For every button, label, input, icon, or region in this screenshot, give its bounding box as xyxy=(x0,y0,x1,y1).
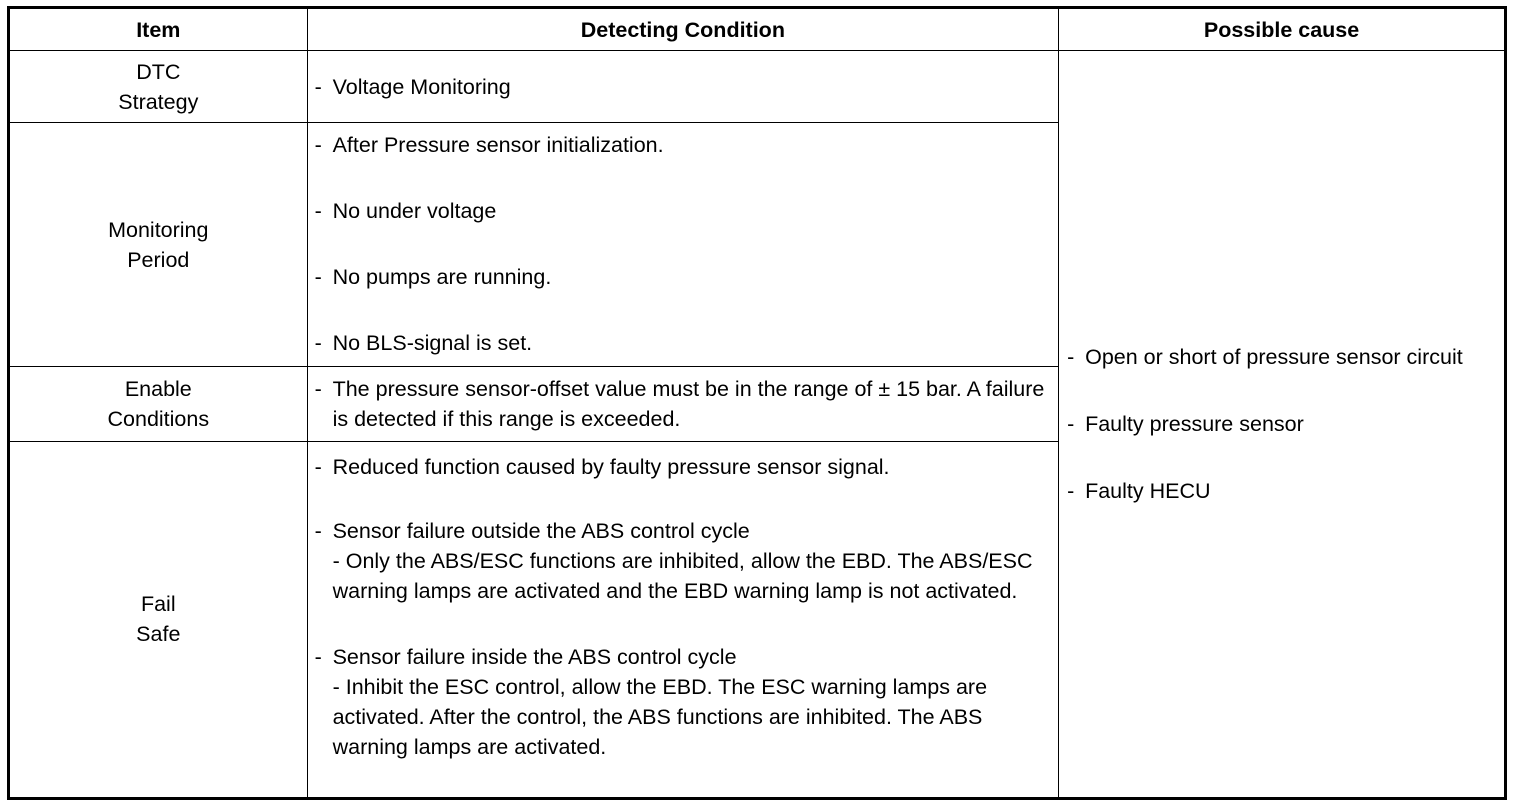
bullet-dash: - xyxy=(314,199,322,224)
bullet-dash: - xyxy=(314,454,322,479)
item-label-line: Safe xyxy=(136,622,181,647)
condition-text xyxy=(333,516,1051,606)
condition-item xyxy=(315,516,1051,606)
table-row-dtc-strategy xyxy=(9,51,1506,123)
cause-text: Faulty HECU xyxy=(1085,479,1211,503)
bullet-dash: - xyxy=(314,518,322,543)
condition-detail-text: - Inhibit the ESC control, allow the EBD. The ESC warning lamps are activated. After the control, the ABS functions are inhibited. The ABS warning lamps are activated. xyxy=(332,674,988,759)
header-possible-cause: Possible cause xyxy=(1059,8,1506,51)
item-label-line: Monitoring xyxy=(108,217,209,242)
condition-item xyxy=(315,374,1051,434)
table-header-row xyxy=(9,8,1506,51)
bullet-dash: - xyxy=(314,74,322,99)
item-label-line: DTC xyxy=(136,59,181,84)
condition-cell-enable-conditions xyxy=(307,367,1059,441)
item-label-line: Fail xyxy=(140,592,176,617)
condition-item xyxy=(315,328,1051,358)
condition-item xyxy=(315,130,1051,160)
header-item: Item xyxy=(9,8,308,51)
item-label-line: Period xyxy=(127,247,190,272)
item-label-line: Conditions xyxy=(107,406,210,431)
bullet-dash: - xyxy=(1067,345,1075,369)
condition-item xyxy=(315,262,1051,292)
header-detecting-condition: Detecting Condition xyxy=(307,8,1059,51)
cause-item xyxy=(1067,476,1496,506)
condition-text: Voltage Monitoring xyxy=(332,74,511,99)
item-cell-fail-safe xyxy=(9,441,308,799)
condition-text: After Pressure sensor initialization. xyxy=(332,133,664,158)
condition-text xyxy=(333,452,1051,482)
condition-main-text: Reduced function caused by faulty pressure sensor signal. xyxy=(332,454,890,479)
condition-text: No under voltage xyxy=(332,199,497,224)
cause-item xyxy=(1067,409,1496,439)
condition-item xyxy=(315,452,1051,482)
cause-item xyxy=(1067,342,1496,372)
condition-main-text: Sensor failure outside the ABS control cycle xyxy=(332,518,750,543)
condition-cell-dtc-strategy xyxy=(307,51,1059,123)
condition-text: No pumps are running. xyxy=(332,265,552,290)
condition-text: No BLS-signal is set. xyxy=(332,331,533,356)
item-cell-enable-conditions xyxy=(9,367,308,441)
possible-cause-cell xyxy=(1059,51,1506,799)
bullet-dash: - xyxy=(314,133,322,158)
condition-cell-monitoring-period xyxy=(307,123,1059,367)
condition-item xyxy=(315,642,1051,762)
condition-cell-fail-safe xyxy=(307,441,1059,799)
condition-item xyxy=(315,72,1051,102)
bullet-dash: - xyxy=(314,265,322,290)
bullet-dash: - xyxy=(314,644,322,669)
item-cell-monitoring-period xyxy=(9,123,308,367)
bullet-dash: - xyxy=(1067,479,1075,503)
condition-item xyxy=(315,196,1051,226)
condition-text: The pressure sensor-offset value must be in the range of ± 15 bar. A failure is detected if this range is exceeded. xyxy=(332,377,1045,432)
cause-text: Faulty pressure sensor xyxy=(1085,412,1304,436)
item-cell-dtc-strategy xyxy=(9,51,308,123)
bullet-dash: - xyxy=(1067,412,1075,436)
cause-text: Open or short of pressure sensor circuit xyxy=(1085,345,1463,369)
bullet-dash: - xyxy=(314,377,322,402)
item-label-line: Enable xyxy=(124,376,192,401)
condition-text xyxy=(333,642,1051,762)
diagnostic-table xyxy=(7,6,1507,800)
item-label-line: Strategy xyxy=(118,89,199,114)
condition-main-text: Sensor failure inside the ABS control cycle xyxy=(332,644,737,669)
bullet-dash: - xyxy=(314,331,322,356)
condition-detail-text: - Only the ABS/ESC functions are inhibited, allow the EBD. The ABS/ESC warning lamps are activated and the EBD warning lamp is not activated. xyxy=(332,548,1033,603)
